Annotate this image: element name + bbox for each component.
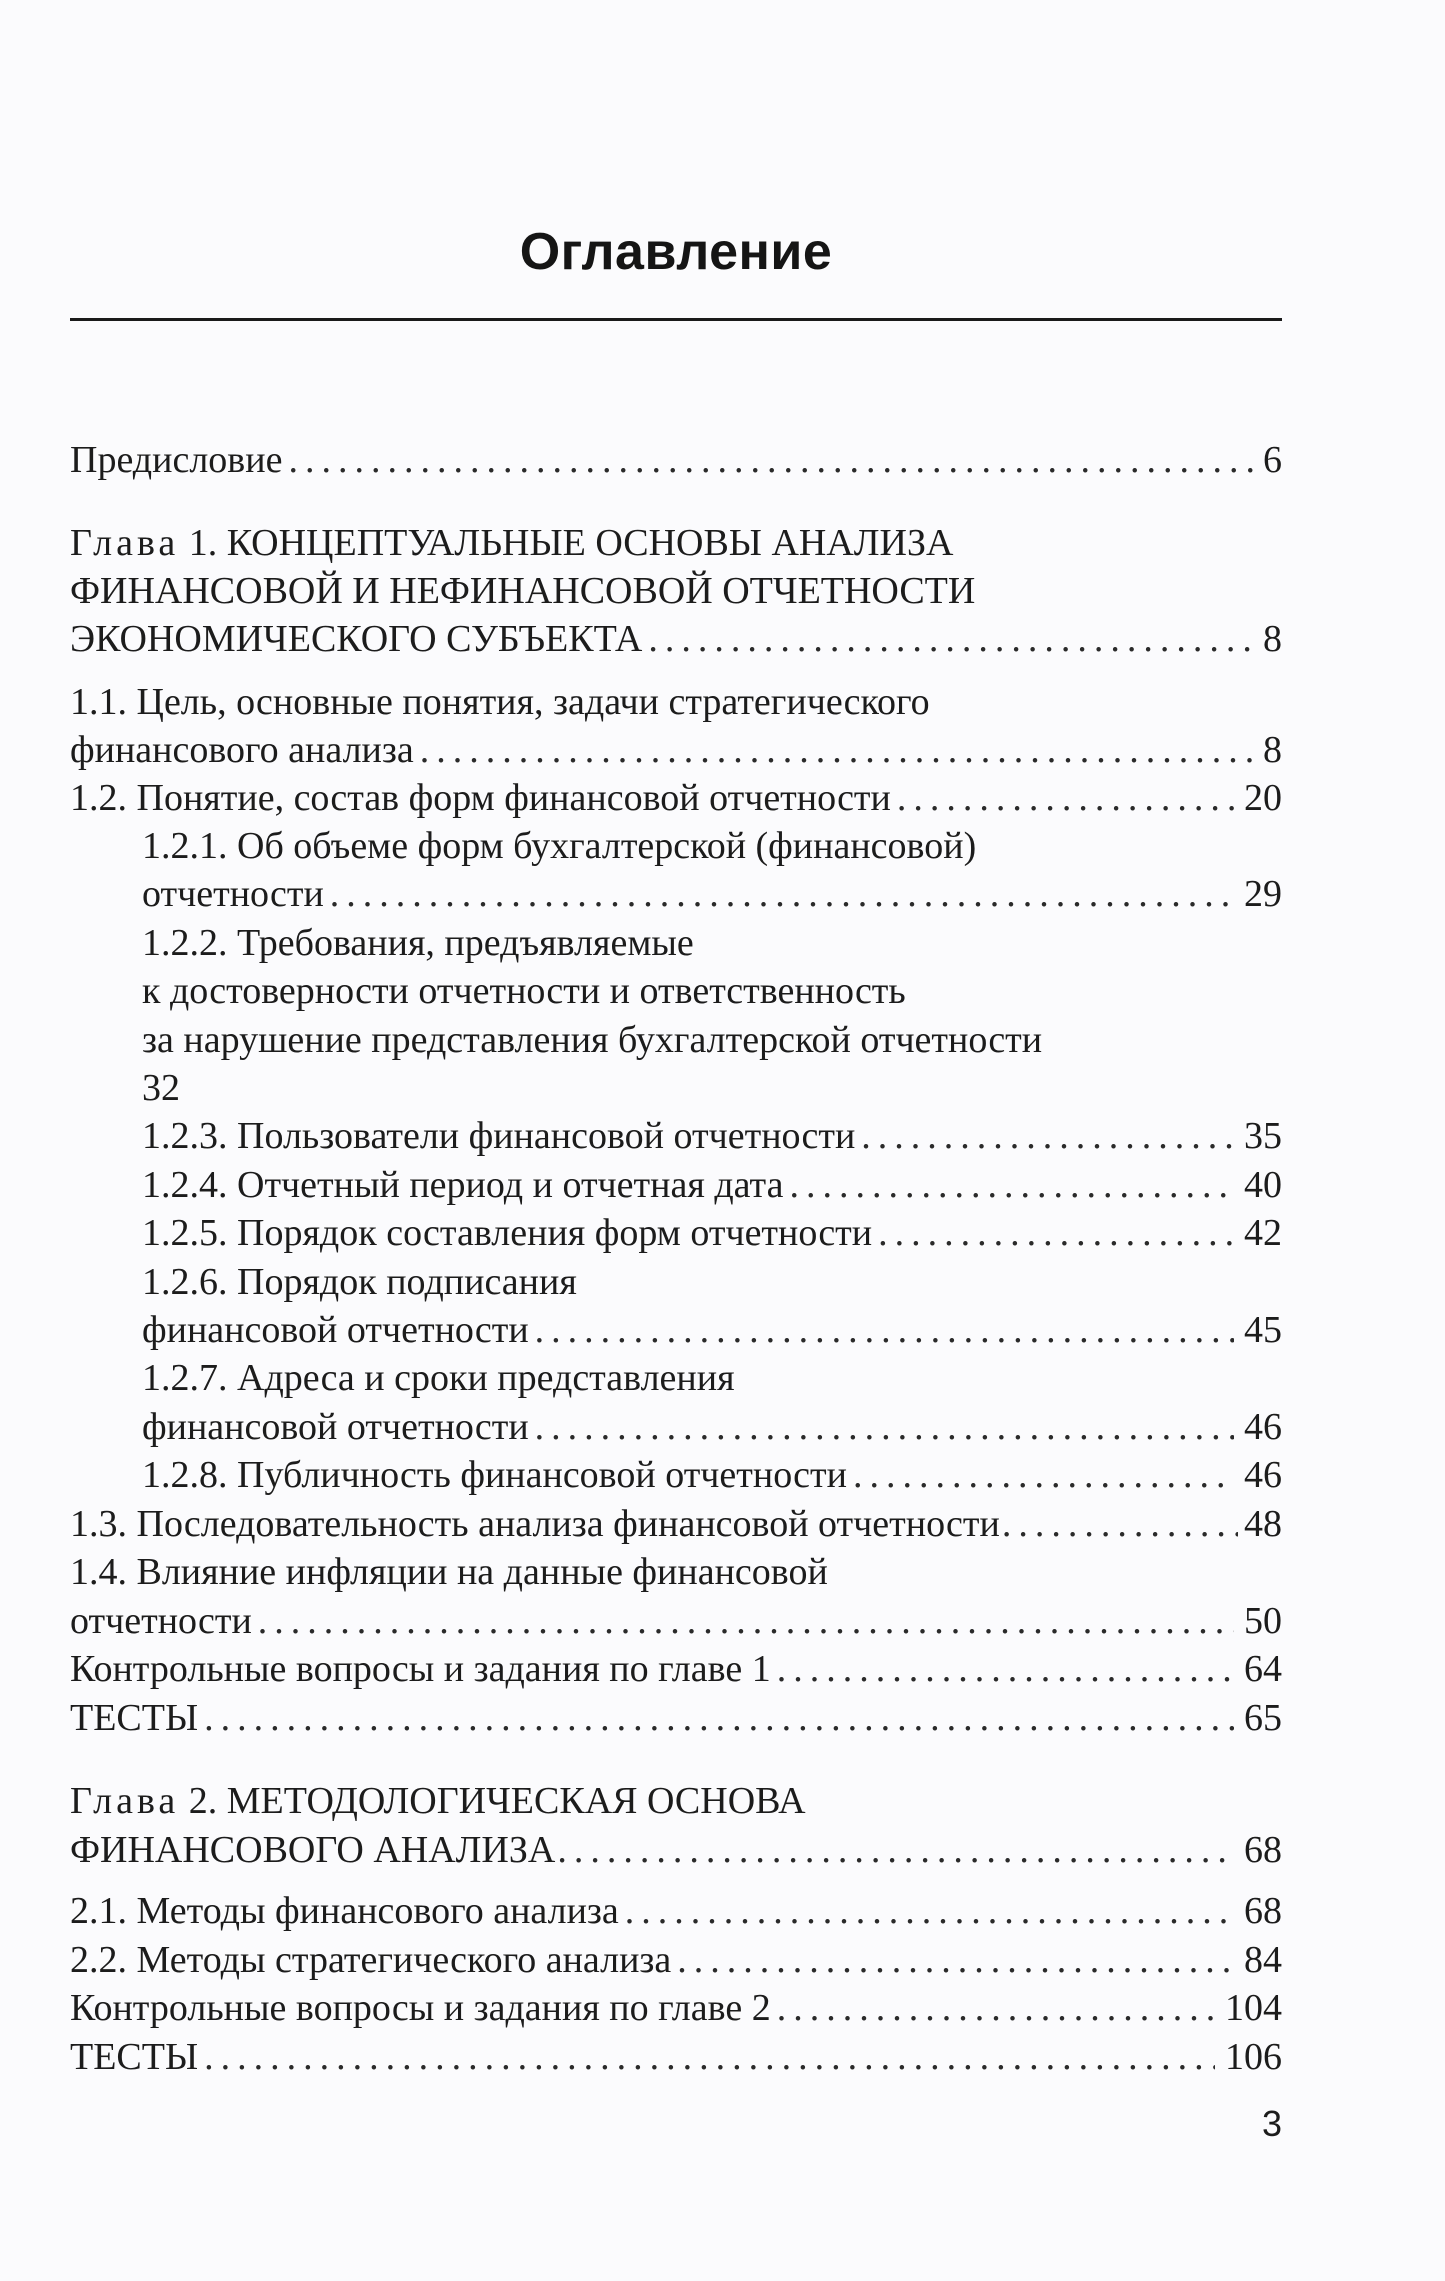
page-number: 46 <box>1244 1406 1282 1448</box>
page-number: 104 <box>1225 1987 1282 2029</box>
toc-chapter-1-line-3[interactable]: ЭКОНОМИЧЕСКОГО СУБЪЕКТА ..... 8 <box>70 615 1282 663</box>
toc-section-1-4-line-1[interactable]: 1.4. Влияние инфляции на данные финансовой <box>70 1551 828 1593</box>
toc-section-1-2-1-line-2[interactable]: отчетности ..... 29 <box>142 870 1282 918</box>
page-number: 106 <box>1225 2036 1282 2078</box>
toc-chapter-2-line-2[interactable]: ФИНАНСОВОГО АНАЛИЗА ..... 68 <box>70 1826 1282 1874</box>
toc-section-1-2-7-line-1[interactable]: 1.2.7. Адреса и сроки представления <box>142 1357 735 1399</box>
page-number: 45 <box>1244 1309 1282 1351</box>
toc-section-1-2-8[interactable]: 1.2.8. Публичность финансовой отчетности ..... 46 <box>142 1451 1282 1499</box>
chapter-label: Глава <box>70 522 180 564</box>
toc-chapter-1-line-2[interactable]: ФИНАНСОВОЙ И НЕФИНАНСОВОЙ ОТЧЕТНОСТИ <box>70 570 976 612</box>
toc-section-1-2-1-line-1[interactable]: 1.2.1. Об объеме форм бухгалтерской (финансовой) <box>142 825 977 867</box>
toc-entry-preface[interactable]: Предисловие ..... 6 <box>70 436 1282 484</box>
toc-section-1-2-4[interactable]: 1.2.4. Отчетный период и отчетная дата ..... 40 <box>142 1161 1282 1209</box>
page-number: 48 <box>1244 1503 1282 1545</box>
toc-section-1-2-7-line-2[interactable]: финансовой отчетности ..... 46 <box>142 1403 1282 1451</box>
page-title: Оглавление <box>519 223 833 281</box>
toc-questions-chapter-2[interactable]: Контрольные вопросы и задания по главе 2 ..... 104 <box>70 1984 1282 2032</box>
page-number: 84 <box>1244 1939 1282 1981</box>
toc-tests-chapter-1[interactable]: ТЕСТЫ ..... 65 <box>70 1694 1282 1742</box>
toc-section-1-3[interactable]: 1.3. Последовательность анализа финансовой отчетности ..... 48 <box>70 1500 1282 1548</box>
toc-section-1-1-line-1[interactable]: 1.1. Цель, основные понятия, задачи стратегического <box>70 681 930 723</box>
toc-section-1-2-2-line-2[interactable]: к достоверности отчетности и ответственность <box>142 970 906 1012</box>
toc-section-1-2-2-line-4[interactable] <box>142 1064 1282 1112</box>
toc-questions-chapter-1[interactable]: Контрольные вопросы и задания по главе 1 ..... 64 <box>70 1645 1282 1693</box>
page-number: 32 <box>142 1067 180 1109</box>
page-number: 68 <box>1244 1829 1282 1871</box>
toc-section-1-4-line-2[interactable]: отчетности ..... 50 <box>70 1597 1282 1645</box>
toc-chapter-1-line-1[interactable]: Глава 1. КОНЦЕПТУАЛЬНЫЕ ОСНОВЫ АНАЛИЗА <box>70 522 954 564</box>
page-number: 6 <box>1263 439 1282 481</box>
page-number: 40 <box>1244 1164 1282 1206</box>
page-number: 8 <box>1263 618 1282 660</box>
page-number: 46 <box>1244 1454 1282 1496</box>
page-number: 29 <box>1244 873 1282 915</box>
toc-section-1-2-2-line-3[interactable]: за нарушение представления бухгалтерской отчетности <box>142 1019 1043 1061</box>
toc-section-1-1-line-2[interactable]: финансового анализа ..... 8 <box>70 726 1282 774</box>
page-number: 42 <box>1244 1212 1282 1254</box>
toc-section-1-2-3[interactable]: 1.2.3. Пользователи финансовой отчетности ..... 35 <box>142 1112 1282 1160</box>
toc-section-1-2[interactable]: 1.2. Понятие, состав форм финансовой отчетности ..... 20 <box>70 774 1282 822</box>
toc-section-2-1[interactable]: 2.1. Методы финансового анализа ..... 68 <box>70 1887 1282 1935</box>
page-number: 8 <box>1263 729 1282 771</box>
chapter-label: Глава <box>70 1780 180 1822</box>
page-number: 35 <box>1244 1115 1282 1157</box>
toc-tests-chapter-2[interactable]: ТЕСТЫ ..... 106 <box>70 2033 1282 2081</box>
toc-section-1-2-2-line-1[interactable]: 1.2.2. Требования, предъявляемые <box>142 922 694 964</box>
toc-section-2-2[interactable]: 2.2. Методы стратегического анализа ..... 84 <box>70 1936 1282 1984</box>
page-number: 50 <box>1244 1600 1282 1642</box>
page-number: 68 <box>1244 1890 1282 1932</box>
toc-section-1-2-5[interactable]: 1.2.5. Порядок составления форм отчетности ..... 42 <box>142 1209 1282 1257</box>
toc-section-1-2-6-line-1[interactable]: 1.2.6. Порядок подписания <box>142 1261 577 1303</box>
page-number: 20 <box>1244 777 1282 819</box>
toc-chapter-2-line-1[interactable]: Глава 2. МЕТОДОЛОГИЧЕСКАЯ ОСНОВА <box>70 1780 806 1822</box>
toc-section-1-2-6-line-2[interactable]: финансовой отчетности ..... 45 <box>142 1306 1282 1354</box>
page-number: 64 <box>1244 1648 1282 1690</box>
page-number: 65 <box>1244 1697 1282 1739</box>
page-folio: 3 <box>1261 2103 1282 2144</box>
